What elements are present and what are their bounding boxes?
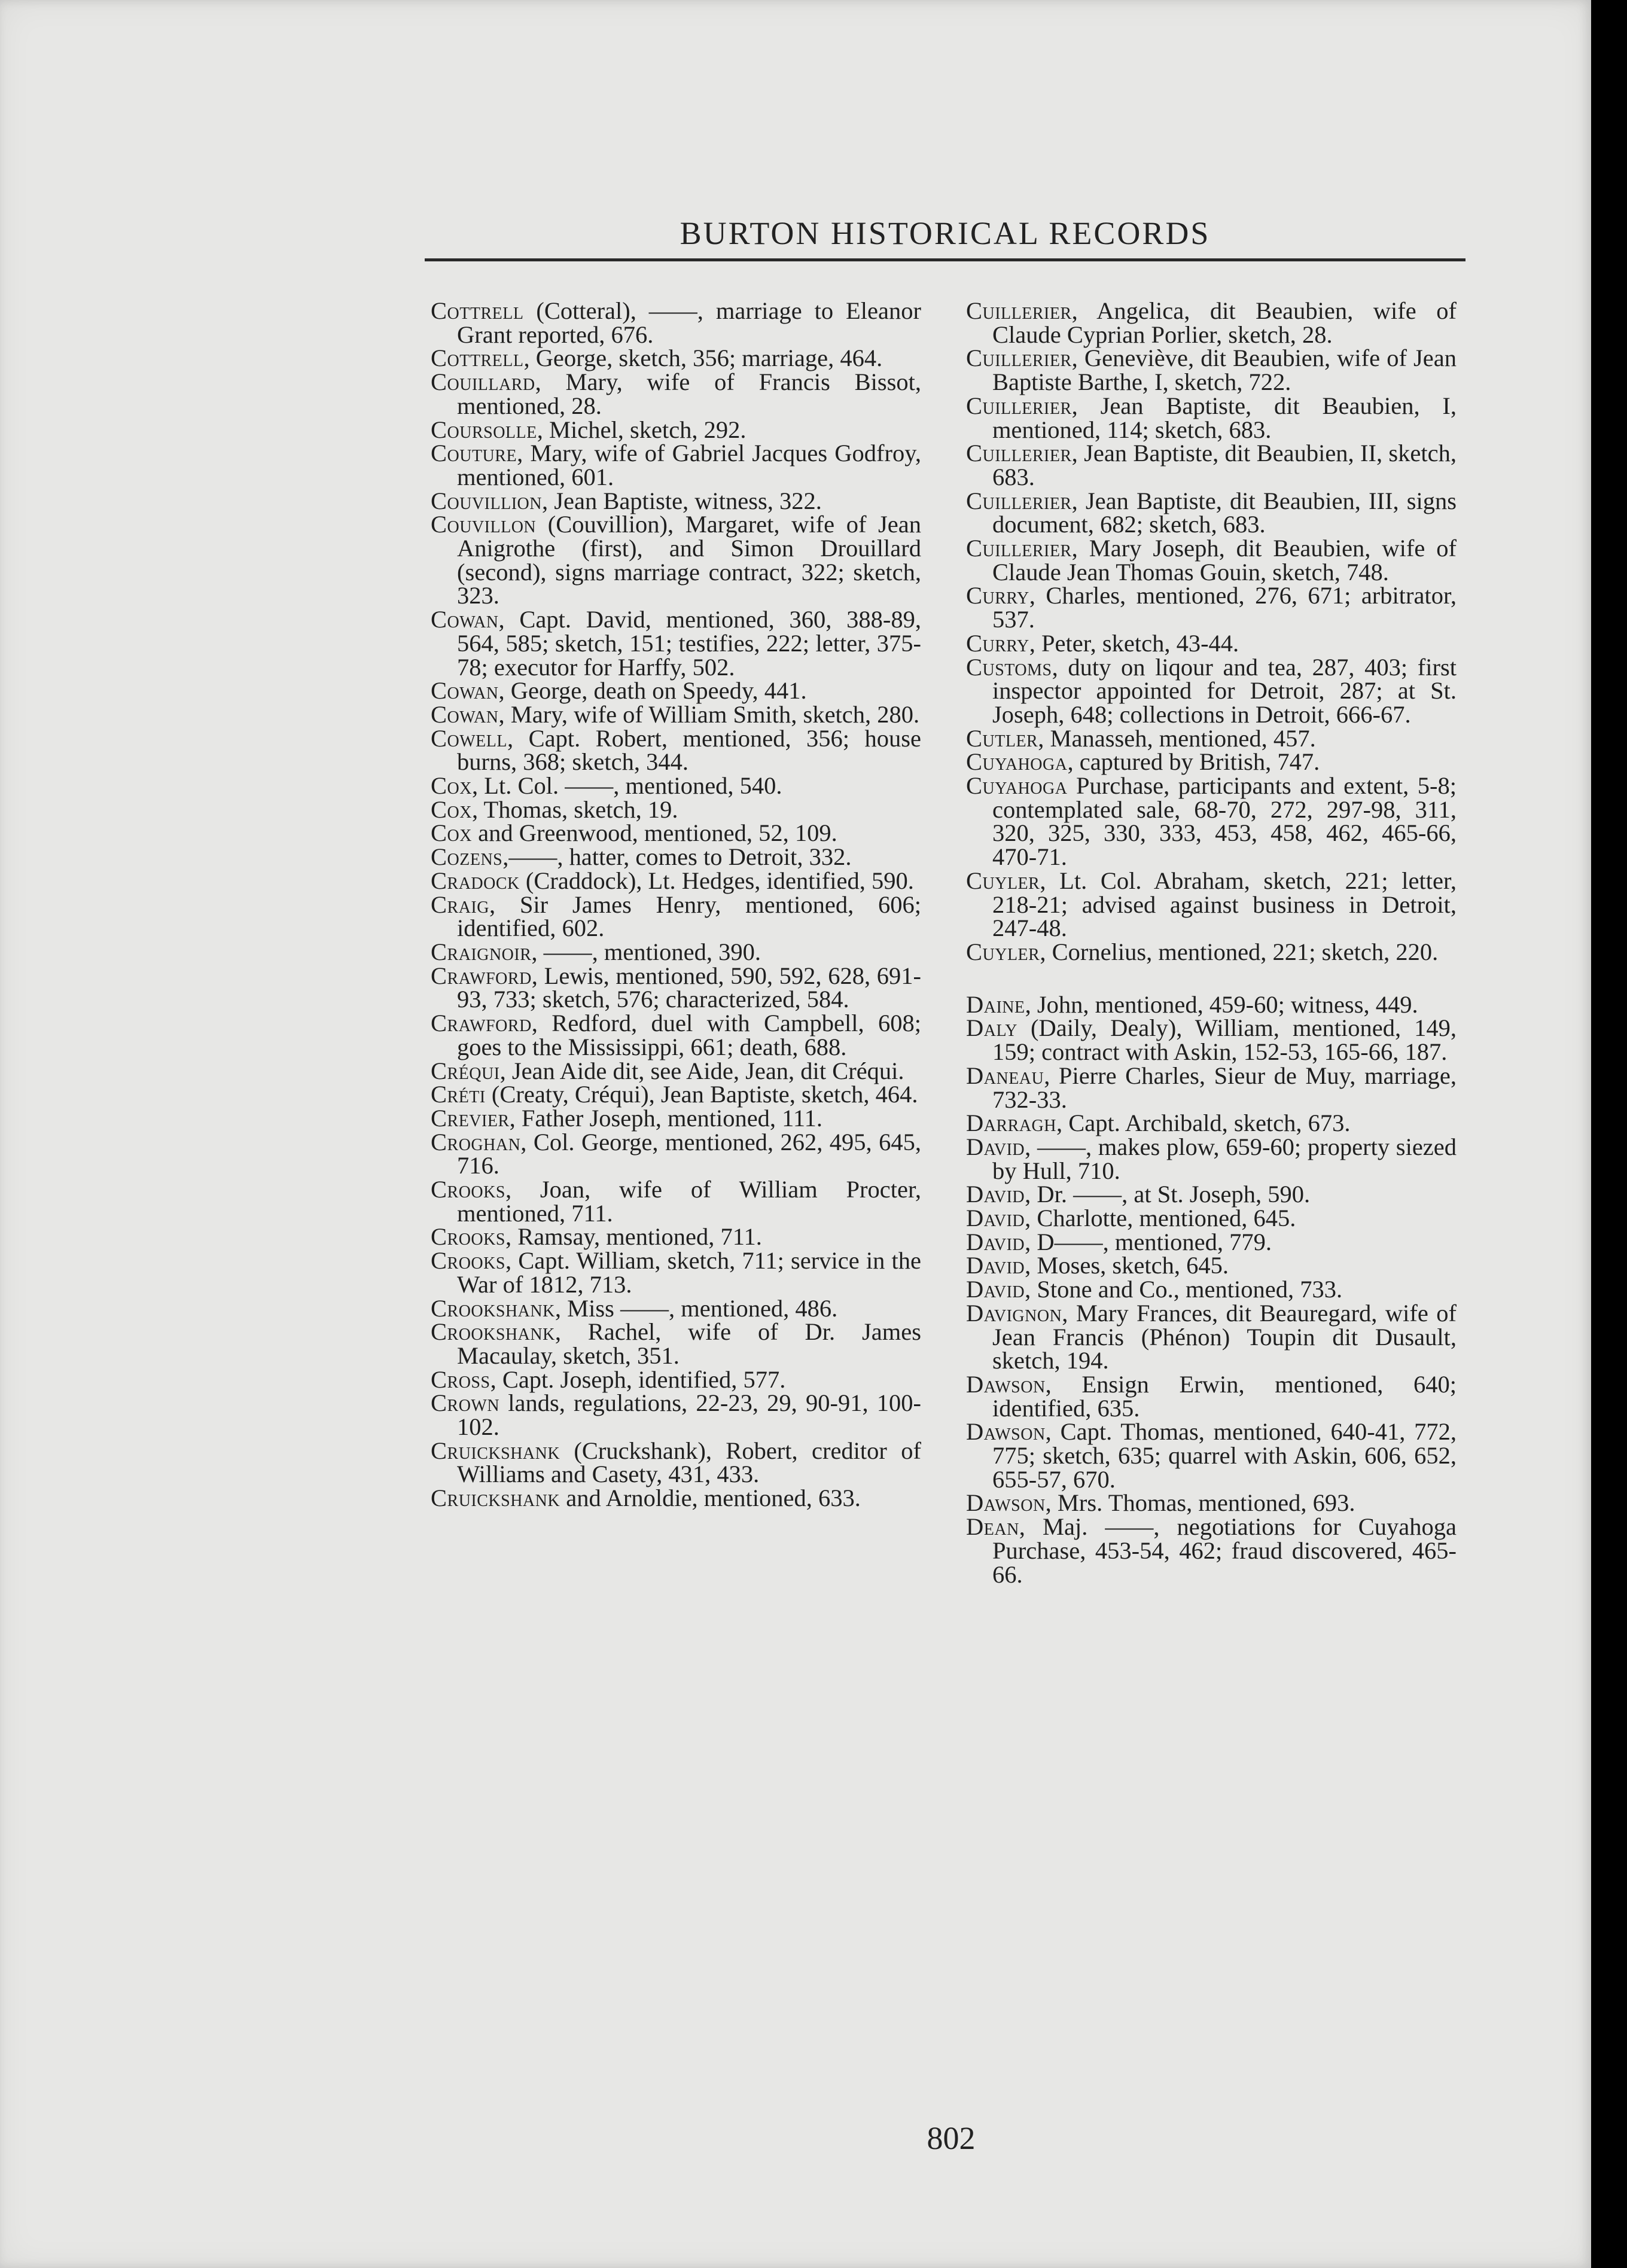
index-entry xyxy=(966,394,1457,441)
index-entry xyxy=(431,1178,921,1225)
entry-text: , Redford, duel with Campbell, 608; goes to the Mississippi, 661; death, 688. xyxy=(457,1010,921,1060)
entry-heading: Craignoir xyxy=(431,938,532,965)
index-entry xyxy=(431,370,921,417)
entry-text: , Capt. Joseph, identified, 577. xyxy=(490,1365,786,1393)
entry-text: , Pierre Charles, Sieur de Muy, marriage, 732-33. xyxy=(992,1062,1457,1113)
entry-text: , Cornelius, mentioned, 221; sketch, 220. xyxy=(1040,938,1439,965)
entry-heading: Cross xyxy=(431,1365,490,1393)
entry-heading: Crown xyxy=(431,1389,500,1417)
entry-text: , John, mentioned, 459-60; witness, 449. xyxy=(1025,990,1418,1018)
index-entry xyxy=(431,845,921,869)
entry-heading: David xyxy=(966,1205,1025,1232)
index-entry xyxy=(966,1135,1457,1182)
index-entry xyxy=(431,441,921,489)
index-entry xyxy=(431,821,921,845)
index-entry xyxy=(431,869,921,893)
entry-text: , Charles, mentioned, 276, 671; arbitrator, 537. xyxy=(992,582,1457,633)
index-entry xyxy=(431,700,921,728)
index-entry xyxy=(966,536,1457,584)
entry-heading: Coursolle xyxy=(431,416,537,443)
index-entry xyxy=(966,750,1457,774)
entry-heading: Daine xyxy=(966,990,1025,1018)
entry-heading: Cowan xyxy=(431,700,499,728)
entry-text: , Maj. ——, negotiations for Cuyahoga Purchase, 453-54, 462; fraud discovered, 465-66. xyxy=(992,1513,1457,1588)
entry-heading: Darragh xyxy=(966,1109,1056,1137)
index-entry xyxy=(431,489,921,513)
entry-heading: Crookshank xyxy=(431,1318,555,1346)
entry-heading: Customs xyxy=(966,653,1052,681)
entry-heading: Cuyler xyxy=(966,867,1040,894)
entry-heading: Crooks xyxy=(431,1223,505,1251)
entry-text: , Jean Baptiste, witness, 322. xyxy=(541,487,822,514)
entry-text: and Greenwood, mentioned, 52, 109. xyxy=(471,819,837,847)
index-entry xyxy=(431,1294,921,1322)
entry-heading: Dean xyxy=(966,1513,1019,1541)
index-entry xyxy=(966,1254,1457,1278)
entry-heading: Créqui xyxy=(431,1057,500,1084)
entry-heading: Curry xyxy=(966,629,1029,657)
index-entry xyxy=(966,1064,1457,1111)
entry-text: , Charlotte, mentioned, 645. xyxy=(1025,1205,1296,1232)
index-entry xyxy=(431,893,921,940)
index-entry xyxy=(966,990,1457,1018)
index-entry xyxy=(966,1370,1457,1422)
index-column-right xyxy=(966,299,1457,1586)
index-entry xyxy=(966,584,1457,631)
entry-text: , ——, makes plow, 659-60; property siezed by Hull, 710. xyxy=(992,1133,1457,1184)
entry-heading: Daly xyxy=(966,1014,1017,1042)
entry-text: , Rachel, wife of Dr. James Macaulay, sketch, 351. xyxy=(457,1318,921,1369)
entry-heading: Cox xyxy=(431,772,472,800)
entry-text: , Sir James Henry, mentioned, 606; identified, 602. xyxy=(457,891,921,942)
entry-heading: Crooks xyxy=(431,1176,505,1203)
entry-heading: Couvillion xyxy=(431,487,542,514)
entry-heading: Crookshank xyxy=(431,1294,555,1322)
index-entry xyxy=(966,653,1457,728)
entry-heading: Cowan xyxy=(431,677,499,705)
index-entry xyxy=(431,1389,921,1441)
index-entry xyxy=(431,299,921,346)
entry-text: , Joan, wife of William Procter, mentioned, 711. xyxy=(457,1176,921,1227)
entry-heading: Couvillon xyxy=(431,511,537,538)
entry-heading: David xyxy=(966,1181,1025,1208)
index-entry xyxy=(431,1106,921,1130)
entry-text: , Mary, wife of William Smith, sketch, 280. xyxy=(498,700,920,728)
entry-text: ,——, hatter, comes to Detroit, 332. xyxy=(502,843,852,871)
entry-heading: Cuillerier xyxy=(966,487,1072,514)
entry-heading: Craig xyxy=(431,891,489,918)
running-title: BURTON HISTORICAL RECORDS xyxy=(680,215,1211,251)
entry-text: , Mary Joseph, dit Beaubien, wife of Claude Jean Thomas Gouin, sketch, 748. xyxy=(992,535,1457,586)
entry-text: lands, regulations, 22-23, 29, 90-91, 100-102. xyxy=(457,1389,921,1441)
index-entry xyxy=(966,1206,1457,1230)
index-entry xyxy=(431,724,921,776)
entry-text: (Cruckshank), Robert, creditor of Williams and Casety, 431, 433. xyxy=(457,1437,921,1488)
entry-text: , Ramsay, mentioned, 711. xyxy=(505,1223,762,1251)
entry-heading: David xyxy=(966,1133,1025,1160)
entry-text: , Mary Frances, dit Beauregard, wife of Jean Francis (Phénon) Toupin dit Dusault, sketch, 194. xyxy=(992,1299,1457,1374)
entry-text: , Jean Baptiste, dit Beaubien, II, sketch, 683. xyxy=(992,440,1457,490)
entry-heading: Cruickshank xyxy=(431,1437,560,1464)
entry-text: (Couvillion), Margaret, wife of Jean Anigrothe (first), and Simon Drouillard (second), signs marriage contract, 322; sketch, 323. xyxy=(457,511,921,609)
index-entry xyxy=(966,629,1457,657)
index-entry xyxy=(966,1278,1457,1301)
index-entry xyxy=(431,1225,921,1249)
index-entry xyxy=(966,1230,1457,1254)
entry-heading: Couture xyxy=(431,440,517,467)
entry-text: , Capt. Archibald, sketch, 673. xyxy=(1056,1109,1351,1137)
entry-text: , Capt. David, mentioned, 360, 388-89, 564, 585; sketch, 151; testifies, 222; letter, 375-78; executor for Harffy, 502. xyxy=(457,606,921,681)
entry-text: , Lewis, mentioned, 590, 592, 628, 691-93, 733; sketch, 576; characterized, 584. xyxy=(457,962,921,1013)
entry-heading: Cuillerier xyxy=(966,297,1072,324)
entry-heading: Cottrell xyxy=(431,345,524,372)
index-entry xyxy=(431,1365,921,1393)
entry-heading: Crawford xyxy=(431,1010,532,1037)
index-entry xyxy=(431,774,921,798)
index-entry xyxy=(966,1515,1457,1586)
entry-text: (Creaty, Créqui), Jean Baptiste, sketch, 464. xyxy=(485,1081,918,1108)
index-entry xyxy=(966,1014,1457,1066)
entry-text: (Cotteral), ——, marriage to Eleanor Grant reported, 676. xyxy=(457,297,921,348)
index-entry xyxy=(431,346,921,370)
entry-heading: Dawson xyxy=(966,1418,1046,1446)
index-entry xyxy=(966,1420,1457,1491)
entry-text: , Manasseh, mentioned, 457. xyxy=(1038,724,1316,752)
entry-text: (Craddock), Lt. Hedges, identified, 590. xyxy=(519,867,914,894)
index-entry xyxy=(431,418,921,442)
entry-text: , Michel, sketch, 292. xyxy=(537,416,747,443)
entry-text: , captured by British, 747. xyxy=(1067,748,1320,776)
index-entry xyxy=(966,1301,1457,1373)
entry-heading: Cuyler xyxy=(966,938,1040,965)
entry-text: , Jean Baptiste, dit Beaubien, I, mentioned, 114; sketch, 683. xyxy=(992,392,1457,443)
index-entry xyxy=(966,869,1457,940)
index-column-left xyxy=(431,299,921,1510)
entry-heading: Curry xyxy=(966,582,1029,609)
index-entry xyxy=(966,940,1457,964)
entry-heading: Cozens xyxy=(431,843,503,871)
entry-heading: Cutler xyxy=(966,724,1038,752)
entry-text: , Angelica, dit Beaubien, wife of Claude Cyprian Porlier, sketch, 28. xyxy=(992,297,1457,348)
entry-text: , Capt. Robert, mentioned, 356; house burns, 368; sketch, 344. xyxy=(457,724,921,776)
entry-text: , Father Joseph, mentioned, 111. xyxy=(509,1104,823,1132)
index-entry xyxy=(966,724,1457,752)
entry-text: , Jean Aide dit, see Aide, Jean, dit Créqui. xyxy=(499,1057,904,1084)
entry-heading: Cuillerier xyxy=(966,392,1072,419)
entry-heading: Cuyahoga xyxy=(966,748,1068,776)
entry-text: , George, death on Speedy, 441. xyxy=(498,677,807,705)
index-entry xyxy=(431,1320,921,1367)
entry-heading: Créti xyxy=(431,1081,486,1108)
entry-text: , Capt. William, sketch, 711; service in the War of 1812, 713. xyxy=(457,1247,921,1298)
index-entry xyxy=(431,940,921,964)
index-entry xyxy=(966,1182,1457,1206)
entry-heading: Cottrell xyxy=(431,297,524,324)
entry-text: , Geneviève, dit Beaubien, wife of Jean Baptiste Barthe, I, sketch, 722. xyxy=(992,345,1457,396)
entry-heading: Cox xyxy=(431,819,472,847)
entry-text: , Miss ——, mentioned, 486. xyxy=(554,1294,838,1322)
entry-heading: Cuyahoga xyxy=(966,772,1068,800)
entry-heading: Dawson xyxy=(966,1370,1046,1398)
index-entry xyxy=(431,1083,921,1106)
entry-text: , Stone and Co., mentioned, 733. xyxy=(1025,1276,1343,1303)
page-number: 802 xyxy=(927,2120,976,2156)
entry-text: , Mary, wife of Francis Bissot, mentioned, 28. xyxy=(457,368,921,419)
entry-heading: Cuillerier xyxy=(966,535,1072,562)
entry-text: , Lt. Col. ——, mentioned, 540. xyxy=(471,772,782,800)
index-entry xyxy=(966,346,1457,394)
entry-text: , duty on liqour and tea, 287, 403; first inspector appointed for Detroit, 287; at St. Joseph, 648; collections in Detroit, 666-67. xyxy=(992,653,1457,728)
entry-heading: Dawson xyxy=(966,1489,1046,1517)
index-entry xyxy=(431,513,921,608)
index-entry xyxy=(431,795,921,823)
entry-heading: David xyxy=(966,1252,1025,1279)
entry-text: and Arnoldie, mentioned, 633. xyxy=(560,1484,861,1512)
index-entry xyxy=(966,441,1457,489)
entry-text: , Mary, wife of Gabriel Jacques Godfroy, mentioned, 601. xyxy=(457,440,921,490)
entry-text: , Lt. Col. Abraham, sketch, 221; letter, 218-21; advised against business in Detroit, 247-48. xyxy=(992,867,1457,942)
index-entry xyxy=(431,1011,921,1059)
entry-heading: Croghan xyxy=(431,1128,521,1156)
index-entry xyxy=(431,1486,921,1510)
index-entry xyxy=(431,964,921,1011)
running-head xyxy=(425,212,1465,254)
index-entry xyxy=(431,608,921,679)
entry-text: , George, sketch, 356; marriage, 464. xyxy=(523,345,883,372)
index-entry xyxy=(966,489,1457,536)
index-entry xyxy=(966,774,1457,869)
header-rule xyxy=(425,258,1465,261)
entry-heading: Davignon xyxy=(966,1299,1062,1327)
index-entry xyxy=(431,1439,921,1486)
entry-text: , Thomas, sketch, 19. xyxy=(471,795,678,823)
entry-text: , Ensign Erwin, mentioned, 640; identified, 635. xyxy=(992,1370,1457,1422)
entry-text: , Dr. ——, at St. Joseph, 590. xyxy=(1025,1181,1311,1208)
entry-text: , ——, mentioned, 390. xyxy=(531,938,761,965)
entry-heading: Crooks xyxy=(431,1247,505,1275)
index-entry xyxy=(431,679,921,703)
entry-heading: David xyxy=(966,1228,1025,1255)
index-entry xyxy=(431,1249,921,1296)
entry-heading: Cruickshank xyxy=(431,1484,560,1512)
entry-heading: Cuillerier xyxy=(966,345,1072,372)
entry-text: , Peter, sketch, 43-44. xyxy=(1029,629,1239,657)
index-entry xyxy=(966,1491,1457,1515)
entry-text: , Mrs. Thomas, mentioned, 693. xyxy=(1045,1489,1355,1517)
entry-text: , Col. George, mentioned, 262, 495, 645, 716. xyxy=(457,1128,921,1179)
entry-heading: David xyxy=(966,1276,1025,1303)
entry-text: , Jean Baptiste, dit Beaubien, III, signs document, 682; sketch, 683. xyxy=(992,487,1457,538)
index-entry xyxy=(431,1130,921,1178)
index-entry xyxy=(966,1111,1457,1135)
letter-section-gap xyxy=(966,964,1457,993)
entry-heading: Cowell xyxy=(431,724,507,752)
entry-heading: Cuillerier xyxy=(966,440,1072,467)
entry-heading: Daneau xyxy=(966,1062,1044,1089)
entry-text: Purchase, participants and extent, 5-8; contemplated sale, 68-70, 272, 297-98, 311, 320, 325, 330, 333, 453, 458, 462, 465-66, 470-71. xyxy=(992,772,1457,871)
entry-heading: Crevier xyxy=(431,1104,510,1132)
entry-text: , Moses, sketch, 645. xyxy=(1025,1252,1229,1279)
index-entry xyxy=(966,299,1457,346)
entry-heading: Cradock xyxy=(431,867,520,894)
entry-text: , Capt. Thomas, mentioned, 640-41, 772, 775; sketch, 635; quarrel with Askin, 606, 652, 655-57, 670. xyxy=(992,1418,1457,1493)
index-entry xyxy=(431,1059,921,1083)
entry-heading: Couillard xyxy=(431,368,535,396)
entry-text: (Daily, Dealy), William, mentioned, 149, 159; contract with Askin, 152-53, 165-66, 187. xyxy=(992,1014,1457,1066)
entry-heading: Cox xyxy=(431,795,472,823)
entry-heading: Cowan xyxy=(431,606,499,633)
entry-text: , D——, mentioned, 779. xyxy=(1025,1228,1272,1255)
entry-heading: Crawford xyxy=(431,962,532,989)
